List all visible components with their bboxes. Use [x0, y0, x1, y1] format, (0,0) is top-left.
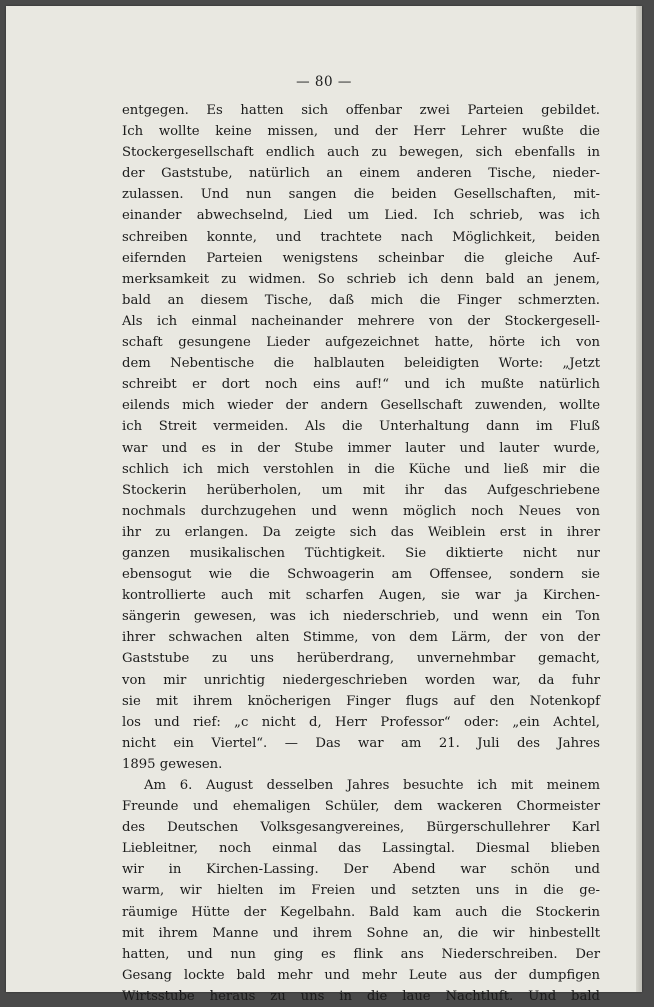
text-line: räumige Hütte der Kegelbahn. Bald kam auch die Stockerin [122, 904, 600, 920]
text-line: nicht ein Viertel“. — Das war am 21. Juli des Jahres [122, 735, 600, 751]
text-line: entgegen. Es hatten sich offenbar zwei Parteien gebildet. [122, 103, 600, 118]
text-line: los und rief: „c nicht d, Herr Professor“ oder: „ein Achtel, [122, 714, 600, 730]
text-line: warm, wir hielten im Freien und setzten uns in die ge- [122, 883, 600, 899]
text-line: schlich ich mich verstohlen in die Küche und ließ mir die [122, 461, 600, 477]
text-line: des Deutschen Volksgesangvereines, Bürgerschullehrer Karl [122, 820, 600, 836]
text-line: Stockerin herüberholen, um mit ihr das Aufgeschriebene [122, 482, 600, 498]
text-line: sie mit ihrem knöcherigen Finger flugs auf den Notenkopf [122, 693, 600, 709]
text-line: wir in Kirchen-Lassing. Der Abend war schön und [122, 862, 600, 878]
text-line: Stockergesellschaft endlich auch zu bewegen, sich ebenfalls in [122, 145, 600, 161]
text-line: schreibt er dort noch eins auf!“ und ich mußte natürlich [122, 377, 600, 393]
text-line: zulassen. Und nun sangen die beiden Gesellschaften, mit- [122, 187, 600, 203]
body-text [122, 100, 600, 1007]
text-line: 1895 gewesen. [122, 756, 223, 772]
text-line: ebensogut wie die Schwoagerin am Offensee, sondern sie [122, 567, 600, 583]
text-line: Ich wollte keine missen, und der Herr Lehrer wußte die [122, 124, 600, 140]
text-line: eifernden Parteien wenigstens scheinbar die gleiche Auf- [122, 250, 600, 266]
text-line: von mir unrichtig niedergeschrieben worden war, da fuhr [122, 672, 600, 688]
text-line: schaft gesungene Lieder aufgezeichnet hatte, hörte ich von [122, 335, 600, 351]
text-line: Gaststube zu uns herüberdrang, unvernehmbar gemacht, [122, 651, 600, 667]
book-page [6, 6, 642, 1004]
text-line: merksamkeit zu widmen. So schrieb ich denn bald an jenem, [122, 271, 600, 287]
text-line: Gesang lockte bald mehr und mehr Leute aus der dumpfigen [122, 967, 600, 983]
text-line: dem Nebentische die halblauten beleidigten Worte: „Jetzt [122, 356, 600, 372]
text-line: bald an diesem Tische, daß mich die Finger schmerzten. [122, 292, 600, 308]
page-number: — 80 — [296, 74, 352, 90]
text-line: sängerin gewesen, was ich niederschrieb, und wenn ein Ton [122, 609, 600, 625]
text-line: nochmals durchzugehen und wenn möglich noch Neues von [122, 503, 600, 519]
text-line: kontrollierte auch mit scharfen Augen, sie war ja Kirchen- [122, 588, 600, 604]
text-line: ihr zu erlangen. Da zeigte sich das Weiblein erst in ihrer [122, 524, 600, 540]
text-line: Am 6. August desselben Jahres besuchte ich mit meinem [144, 778, 600, 793]
text-line: Als ich einmal nacheinander mehrere von der Stockergesell- [122, 313, 600, 329]
text-line: einander abwechselnd, Lied um Lied. Ich schrieb, was ich [122, 208, 600, 224]
page-edge-shadow [636, 6, 642, 992]
text-line: Freunde und ehemaligen Schüler, dem wackeren Chormeister [122, 799, 600, 815]
text-line: war und es in der Stube immer lauter und lauter wurde, [122, 440, 600, 456]
text-line: Wirtsstube heraus zu uns in die laue Nachtluft. Und bald [122, 988, 600, 1004]
text-line: ich Streit vermeiden. Als die Unterhaltung dann im Fluß [122, 419, 600, 435]
text-line: der Gaststube, natürlich an einem anderen Tische, nieder- [122, 166, 600, 182]
text-line: mit ihrem Manne und ihrem Sohne an, die wir hinbestellt [122, 925, 600, 941]
text-line: schreiben konnte, und trachtete nach Möglichkeit, beiden [122, 229, 600, 245]
text-line: hatten, und nun ging es flink ans Niederschreiben. Der [122, 946, 600, 962]
text-line: Liebleitner, noch einmal das Lassingtal. Diesmal blieben [122, 841, 600, 857]
text-line: ihrer schwachen alten Stimme, von dem Lärm, der von der [122, 630, 600, 646]
text-line: eilends mich wieder der andern Gesellschaft zuwenden, wollte [122, 398, 600, 414]
text-line: ganzen musikalischen Tüchtigkeit. Sie diktierte nicht nur [122, 545, 600, 561]
